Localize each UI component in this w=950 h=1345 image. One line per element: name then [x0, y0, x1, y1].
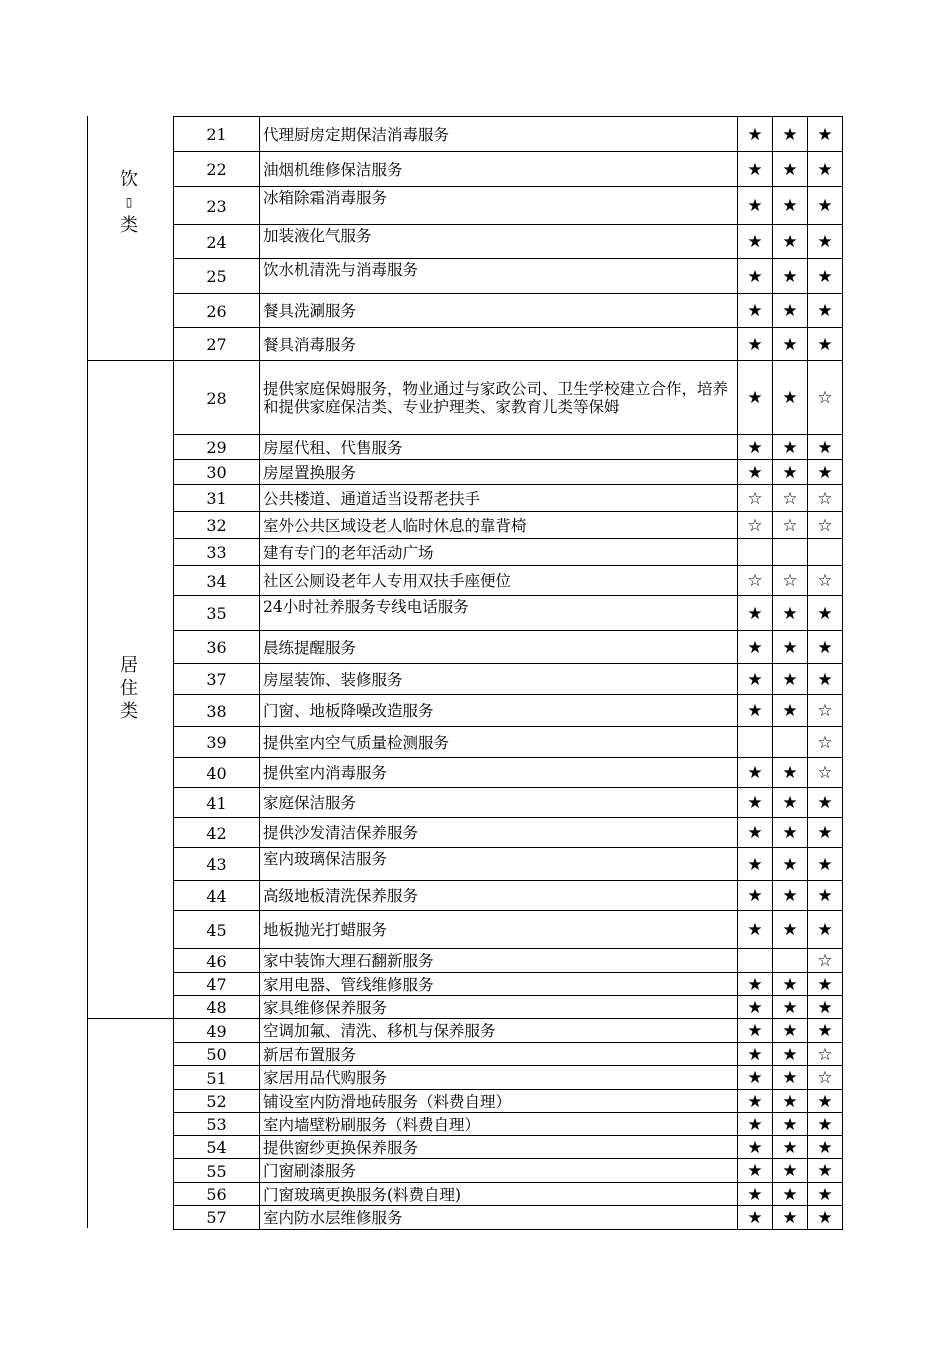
star-rating-2: ★: [773, 1136, 808, 1159]
star-rating-1: ★: [738, 460, 773, 485]
category-label-food: [100, 168, 158, 237]
table-row: [173, 360, 843, 435]
table-row: [173, 1182, 843, 1206]
star-rating-1: ★: [738, 1043, 773, 1066]
row-number: 49: [173, 1019, 260, 1043]
star-rating-2: ★: [773, 848, 808, 881]
star-rating-3: ☆: [808, 727, 843, 758]
category-char: 饮: [120, 169, 138, 190]
service-name: 餐具洗涮服务: [260, 294, 738, 328]
star-rating-3: ★: [808, 294, 843, 328]
star-rating-1: ★: [738, 911, 773, 949]
star-rating-1: ☆: [738, 512, 773, 539]
service-name: 提供室内空气质量检测服务: [260, 727, 738, 758]
star-rating-3: ★: [808, 117, 843, 152]
table-row: [173, 1065, 843, 1090]
star-rating-1: ★: [738, 1019, 773, 1043]
service-name: 铺设室内防滑地砖服务（料费自理）: [260, 1090, 738, 1113]
row-number: 21: [173, 117, 260, 152]
row-number: 47: [173, 973, 260, 996]
service-name: 24小时社养服务专线电话服务: [260, 596, 738, 631]
table-row: [173, 694, 843, 727]
star-rating-3: ★: [808, 973, 843, 996]
service-name: 房屋装饰、装修服务: [260, 664, 738, 695]
category-label-housing: [100, 654, 158, 723]
table-row: [173, 538, 843, 566]
star-rating-3: ★: [808, 435, 843, 460]
star-rating-3: ★: [808, 664, 843, 695]
star-rating-2: ★: [773, 1206, 808, 1229]
star-rating-1: ★: [738, 361, 773, 435]
row-number: 31: [173, 485, 260, 512]
star-rating-3: ☆: [808, 695, 843, 727]
star-rating-1: ★: [738, 259, 773, 294]
service-name: 门窗、地板降噪改造服务: [260, 695, 738, 727]
service-name: 空调加氟、清洗、移机与保养服务: [260, 1019, 738, 1043]
table-row: [173, 224, 843, 259]
star-rating-1: ★: [738, 758, 773, 788]
service-name: 提供沙发清洁保养服务: [260, 818, 738, 848]
row-number: 22: [173, 152, 260, 187]
star-rating-2: ★: [773, 664, 808, 695]
star-rating-1: ★: [738, 1090, 773, 1113]
star-rating-3: ★: [808, 460, 843, 485]
row-number: 28: [173, 361, 260, 435]
star-rating-3: ★: [808, 1206, 843, 1229]
service-name: 室内防水层维修服务: [260, 1206, 738, 1229]
table-row: [173, 1158, 843, 1183]
row-number: 24: [173, 225, 260, 259]
row-number: 57: [173, 1206, 260, 1229]
star-rating-1: ☆: [738, 566, 773, 596]
service-name: 地板抛光打蜡服务: [260, 911, 738, 949]
table-row: [173, 972, 843, 996]
star-rating-1: ★: [738, 596, 773, 631]
star-rating-2: ★: [773, 631, 808, 664]
star-rating-1: ★: [738, 328, 773, 361]
service-name: 提供家庭保姆服务，物业通过与家政公司、卫生学校建立合作，培养和提供家庭保洁类、专业护理类、家教育儿类等保姆: [260, 361, 738, 435]
table-row: [173, 847, 843, 881]
star-rating-2: ★: [773, 788, 808, 818]
star-rating-1: ★: [738, 695, 773, 727]
service-name: 房屋代租、代售服务: [260, 435, 738, 460]
row-number: 53: [173, 1113, 260, 1136]
star-rating-2: ★: [773, 117, 808, 152]
service-name: 冰箱除霜消毒服务: [260, 187, 738, 225]
service-name: 门窗玻璃更换服务(料费自理): [260, 1183, 738, 1206]
table-row: [173, 1205, 843, 1230]
star-rating-3: ★: [808, 848, 843, 881]
service-name: 代理厨房定期保洁消毒服务: [260, 117, 738, 152]
star-rating-2: ★: [773, 187, 808, 225]
table-row: [173, 327, 843, 361]
star-rating-2: ★: [773, 818, 808, 848]
star-rating-2: ★: [773, 1066, 808, 1090]
row-number: 45: [173, 911, 260, 949]
star-rating-1: ★: [738, 788, 773, 818]
row-number: 46: [173, 949, 260, 973]
row-number: 25: [173, 259, 260, 294]
star-rating-1: ★: [738, 1206, 773, 1229]
row-number: 51: [173, 1066, 260, 1090]
star-rating-3: ★: [808, 152, 843, 187]
service-name: 晨练提醒服务: [260, 631, 738, 664]
table-row: [173, 595, 843, 631]
row-number: 23: [173, 187, 260, 225]
category-separator: [87, 1018, 173, 1019]
row-number: 40: [173, 758, 260, 788]
star-rating-3: ★: [808, 328, 843, 361]
star-rating-3: ★: [808, 225, 843, 259]
service-name: 家庭保洁服务: [260, 788, 738, 818]
service-name: 室内墙壁粉刷服务（料费自理）: [260, 1113, 738, 1136]
row-number: 44: [173, 881, 260, 911]
row-number: 50: [173, 1043, 260, 1066]
star-rating-1: ★: [738, 187, 773, 225]
star-rating-1: ★: [738, 1183, 773, 1206]
table-row: [173, 663, 843, 695]
table-row: [173, 948, 843, 973]
star-rating-3: ★: [808, 911, 843, 949]
service-name: 社区公厕设老年人专用双扶手座便位: [260, 566, 738, 596]
service-name: 高级地板清洗保养服务: [260, 881, 738, 911]
star-rating-3: ☆: [808, 361, 843, 435]
star-rating-2: ★: [773, 328, 808, 361]
service-name: 家中装饰大理石翻新服务: [260, 949, 738, 973]
star-rating-2: ★: [773, 1183, 808, 1206]
star-rating-2: ★: [773, 294, 808, 328]
star-rating-2: ★: [773, 460, 808, 485]
star-rating-2: ★: [773, 973, 808, 996]
category-char: 居: [120, 655, 138, 676]
star-rating-2: ★: [773, 1019, 808, 1043]
service-name: 提供室内消毒服务: [260, 758, 738, 788]
table-row: [173, 995, 843, 1019]
row-number: 41: [173, 788, 260, 818]
star-rating-3: ★: [808, 1159, 843, 1183]
table-row: [173, 757, 843, 788]
star-rating-3: ★: [808, 259, 843, 294]
row-number: 52: [173, 1090, 260, 1113]
service-name: 加装液化气服务: [260, 225, 738, 259]
row-number: 32: [173, 512, 260, 539]
star-rating-2: [773, 949, 808, 973]
star-rating-1: ☆: [738, 485, 773, 512]
service-name: 饮水机清洗与消毒服务: [260, 259, 738, 294]
star-rating-1: ★: [738, 881, 773, 911]
table-row: [173, 1135, 843, 1159]
table-row: [173, 1042, 843, 1066]
row-number: 43: [173, 848, 260, 881]
table-row: [173, 630, 843, 664]
star-rating-1: ★: [738, 1136, 773, 1159]
category-separator: [87, 360, 173, 361]
service-name: 家具维修保养服务: [260, 996, 738, 1019]
star-rating-2: [773, 727, 808, 758]
row-number: 42: [173, 818, 260, 848]
category-char-missing-glyph: ▯: [125, 195, 133, 209]
row-number: 34: [173, 566, 260, 596]
row-number: 35: [173, 596, 260, 631]
star-rating-3: ★: [808, 1090, 843, 1113]
service-name: 建有专门的老年活动广场: [260, 539, 738, 566]
table-row: [173, 151, 843, 187]
row-number: 36: [173, 631, 260, 664]
table-row: [173, 787, 843, 818]
service-name: 油烟机维修保洁服务: [260, 152, 738, 187]
star-rating-1: [738, 949, 773, 973]
table-row: [173, 116, 843, 152]
star-rating-1: [738, 727, 773, 758]
star-rating-3: ☆: [808, 1043, 843, 1066]
table-row: [173, 1112, 843, 1136]
row-number: 54: [173, 1136, 260, 1159]
service-name: 提供窗纱更换保养服务: [260, 1136, 738, 1159]
service-name: 新居布置服务: [260, 1043, 738, 1066]
star-rating-3: ☆: [808, 512, 843, 539]
star-rating-3: ★: [808, 1183, 843, 1206]
table-row: [173, 565, 843, 596]
table-row: [173, 434, 843, 460]
star-rating-2: ☆: [773, 566, 808, 596]
star-rating-3: ★: [808, 996, 843, 1019]
star-rating-3: [808, 539, 843, 566]
star-rating-2: ★: [773, 695, 808, 727]
row-number: 33: [173, 539, 260, 566]
star-rating-2: ☆: [773, 485, 808, 512]
star-rating-2: ★: [773, 435, 808, 460]
service-name: 公共楼道、通道适当设帮老扶手: [260, 485, 738, 512]
row-number: 29: [173, 435, 260, 460]
star-rating-3: ★: [808, 187, 843, 225]
star-rating-2: ★: [773, 1043, 808, 1066]
star-rating-1: ★: [738, 294, 773, 328]
star-rating-1: ★: [738, 996, 773, 1019]
star-rating-2: ★: [773, 152, 808, 187]
star-rating-1: ★: [738, 664, 773, 695]
table-row: [173, 258, 843, 294]
table-row: [173, 186, 843, 225]
star-rating-1: ★: [738, 1159, 773, 1183]
star-rating-2: ★: [773, 1113, 808, 1136]
category-char: 住: [120, 678, 138, 699]
star-rating-1: ★: [738, 1113, 773, 1136]
star-rating-3: ☆: [808, 566, 843, 596]
star-rating-1: ★: [738, 152, 773, 187]
star-rating-3: ★: [808, 631, 843, 664]
star-rating-3: ★: [808, 596, 843, 631]
star-rating-3: ★: [808, 1113, 843, 1136]
star-rating-1: ★: [738, 973, 773, 996]
category-char: 类: [120, 215, 138, 236]
star-rating-3: ★: [808, 881, 843, 911]
row-number: 26: [173, 294, 260, 328]
star-rating-1: ★: [738, 631, 773, 664]
star-rating-1: ★: [738, 1066, 773, 1090]
star-rating-2: ☆: [773, 512, 808, 539]
star-rating-2: ★: [773, 225, 808, 259]
star-rating-2: ★: [773, 361, 808, 435]
table-row: [173, 880, 843, 911]
service-name: 室外公共区域设老人临时休息的靠背椅: [260, 512, 738, 539]
star-rating-2: ★: [773, 758, 808, 788]
row-number: 37: [173, 664, 260, 695]
table-row: [173, 817, 843, 848]
star-rating-2: ★: [773, 1090, 808, 1113]
star-rating-1: ★: [738, 848, 773, 881]
category-left-border: [87, 116, 88, 1228]
star-rating-1: ★: [738, 818, 773, 848]
star-rating-2: ★: [773, 996, 808, 1019]
service-name: 房屋置换服务: [260, 460, 738, 485]
star-rating-3: ★: [808, 788, 843, 818]
star-rating-3: ☆: [808, 1066, 843, 1090]
star-rating-1: ★: [738, 435, 773, 460]
star-rating-1: ★: [738, 225, 773, 259]
row-number: 55: [173, 1159, 260, 1183]
table-row: [173, 293, 843, 328]
table-row: [173, 484, 843, 512]
service-name: 家居用品代购服务: [260, 1066, 738, 1090]
table-row: [173, 1018, 843, 1043]
star-rating-2: ★: [773, 881, 808, 911]
row-number: 27: [173, 328, 260, 361]
service-name: 餐具消毒服务: [260, 328, 738, 361]
row-number: 48: [173, 996, 260, 1019]
table-row: [173, 511, 843, 539]
star-rating-3: ☆: [808, 485, 843, 512]
star-rating-1: ★: [738, 117, 773, 152]
category-char: 类: [120, 701, 138, 722]
table-row: [173, 726, 843, 758]
service-name: 家用电器、管线维修服务: [260, 973, 738, 996]
star-rating-2: ★: [773, 259, 808, 294]
table-row: [173, 459, 843, 485]
service-name: 室内玻璃保洁服务: [260, 848, 738, 881]
service-name: 门窗刷漆服务: [260, 1159, 738, 1183]
row-number: 38: [173, 695, 260, 727]
star-rating-3: ☆: [808, 949, 843, 973]
star-rating-3: ★: [808, 1136, 843, 1159]
star-rating-3: ★: [808, 1019, 843, 1043]
star-rating-2: ★: [773, 911, 808, 949]
row-number: 30: [173, 460, 260, 485]
table-row: [173, 1089, 843, 1113]
star-rating-2: ★: [773, 596, 808, 631]
row-number: 39: [173, 727, 260, 758]
star-rating-3: ☆: [808, 758, 843, 788]
star-rating-2: ★: [773, 1159, 808, 1183]
star-rating-1: [738, 539, 773, 566]
table-row: [173, 910, 843, 949]
star-rating-2: [773, 539, 808, 566]
star-rating-3: ★: [808, 818, 843, 848]
row-number: 56: [173, 1183, 260, 1206]
